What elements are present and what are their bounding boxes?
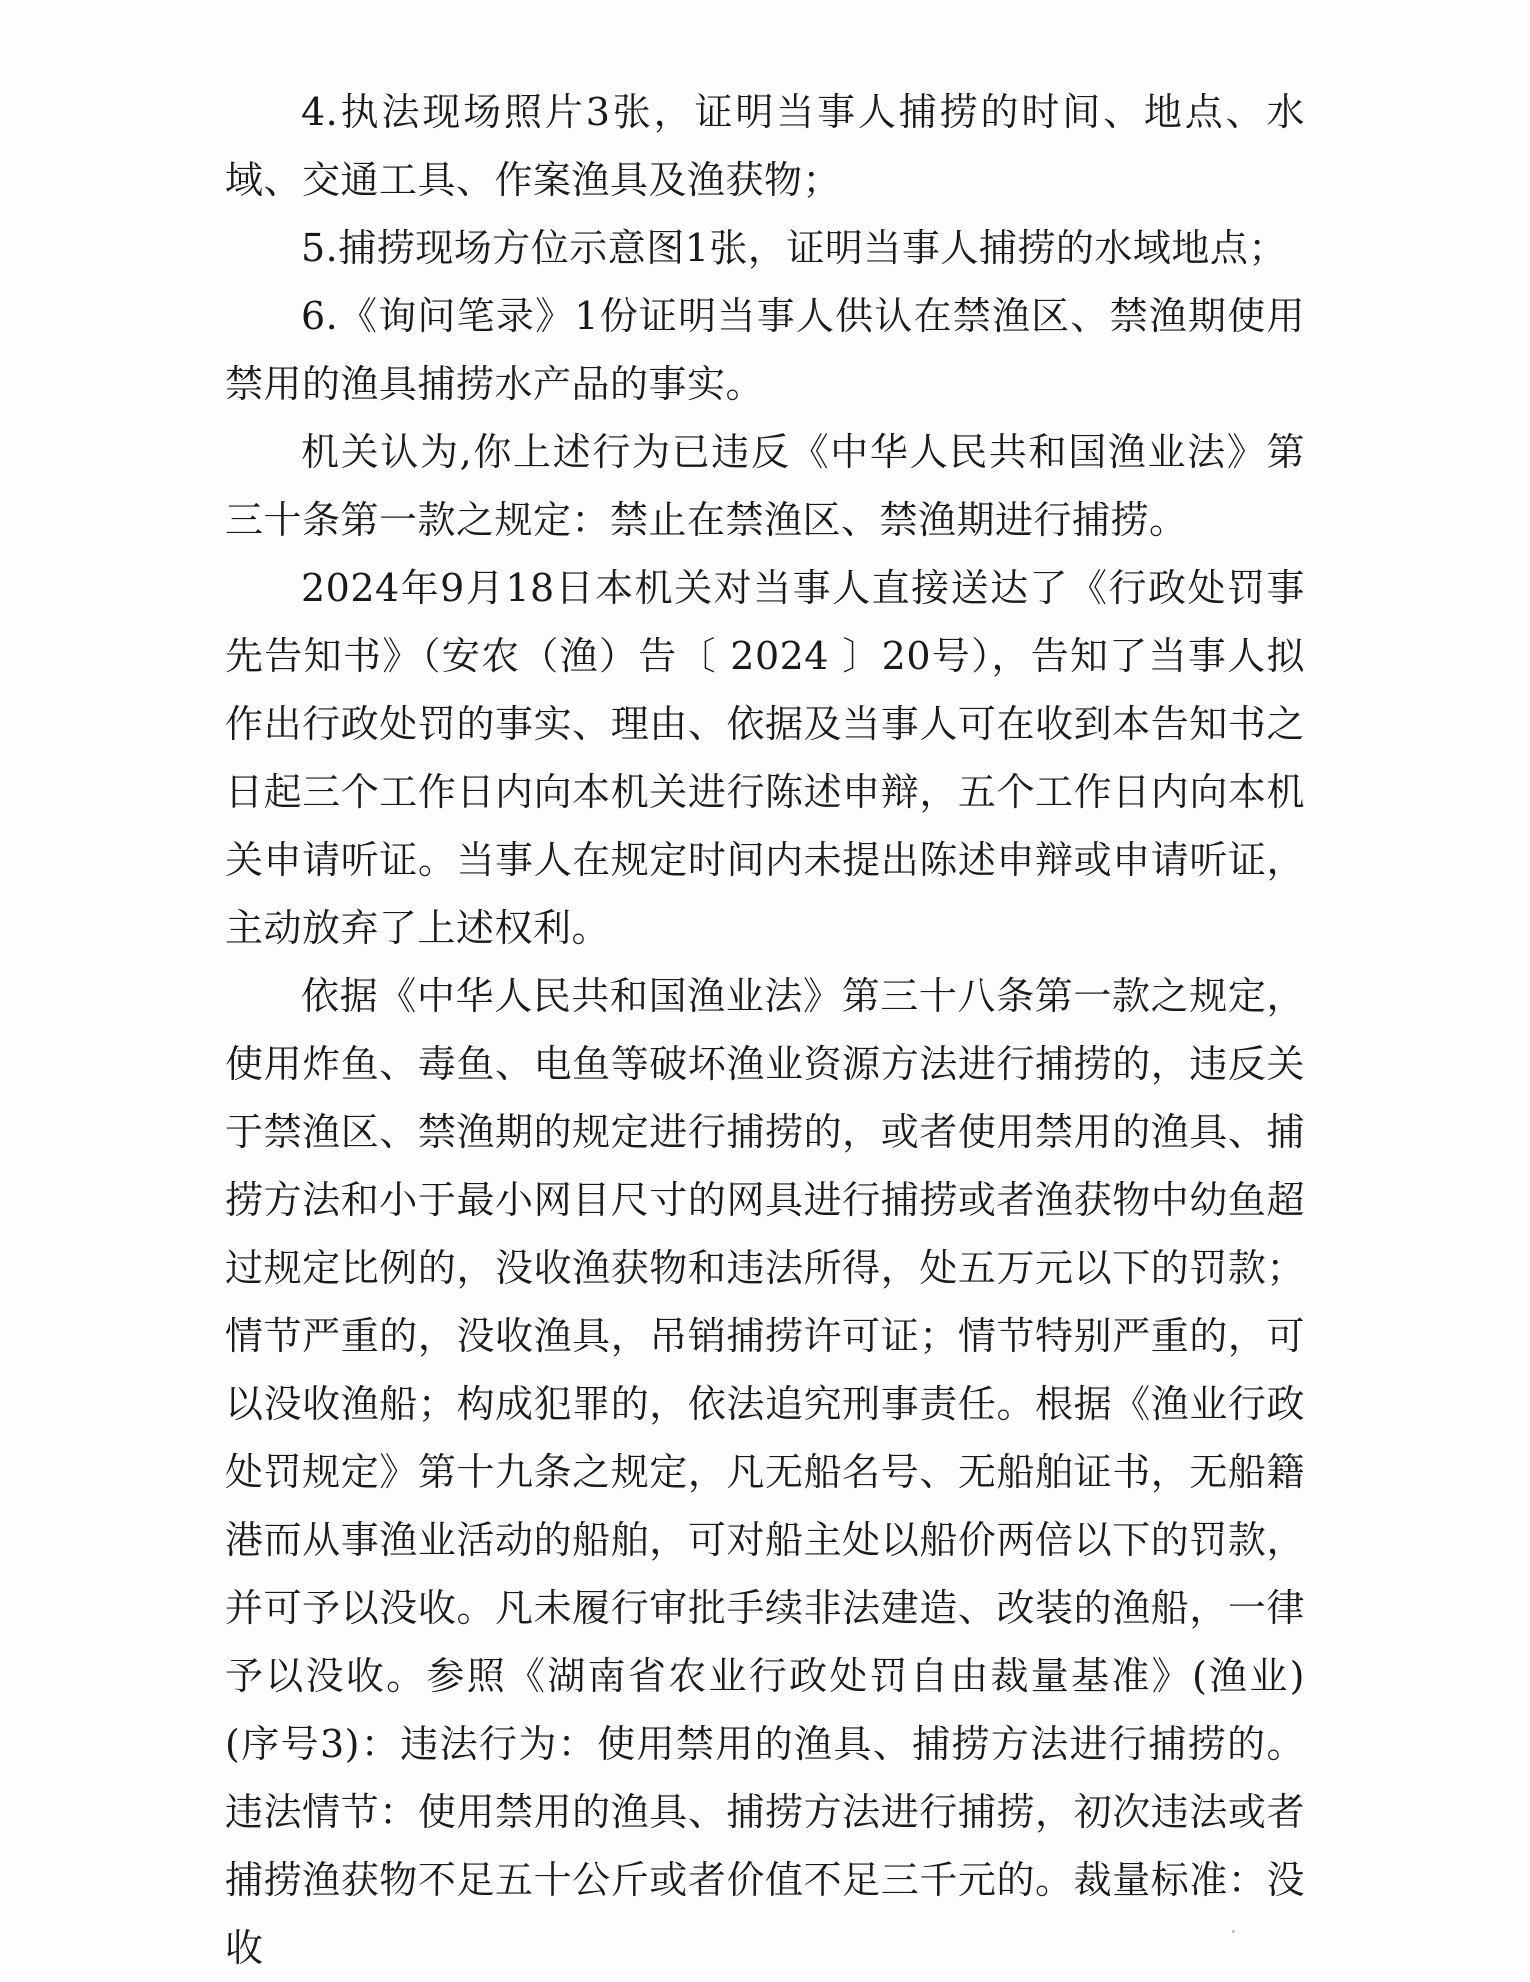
paragraph-evidence-5: 5.捕捞现场方位示意图1张，证明当事人捕捞的水域地点； <box>301 226 1287 270</box>
paragraph-evidence-4: 4.执法现场照片3张，证明当事人捕捞的时间、地点、水域、交通工具、作案渔具及渔获物； <box>225 90 1305 202</box>
paragraph-evidence-6: 6.《询问笔录》1份证明当事人供认在禁渔区、禁渔期使用禁用的渔具捕捞水产品的事实。 <box>225 294 1305 406</box>
scan-speck <box>1232 1930 1235 1933</box>
document-body <box>225 78 1305 1982</box>
paragraph-notice-delivery: 2024年9月18日本机关对当事人直接送达了《行政处罚事先告知书》（安农（渔）告〔 2024 〕20号），告知了当事人拟作出行政处罚的事实、理由、依据及当事人可在收到本告知书之日起三个工作日内向本机关进行陈述申辩，五个工作日内向本机关申请听证。当事人在规定时间内未提出陈述申辩或申请听证，主动放弃了上述权利。 <box>225 566 1305 950</box>
paragraph-violation-finding: 机关认为,你上述行为已违反《中华人民共和国渔业法》第三十条第一款之规定：禁止在禁渔区、禁渔期进行捕捞。 <box>225 430 1305 542</box>
paragraph-legal-basis: 依据《中华人民共和国渔业法》第三十八条第一款之规定，使用炸鱼、毒鱼、电鱼等破坏渔业资源方法进行捕捞的，违反关于禁渔区、禁渔期的规定进行捕捞的，或者使用禁用的渔具、捕捞方法和小于最小网目尺寸的网具进行捕捞或者渔获物中幼鱼超过规定比例的，没收渔获物和违法所得，处五万元以下的罚款；情节严重的，没收渔具，吊销捕捞许可证；情节特别严重的，可以没收渔船；构成犯罪的，依法追究刑事责任。根据《渔业行政处罚规定》第十九条之规定，凡无船名号、无船舶证书，无船籍港而从事渔业活动的船舶，可对船主处以船价两倍以下的罚款，并可予以没收。凡未履行审批手续非法建造、改装的渔船，一律予以没收。参照《湖南省农业行政处罚自由裁量基准》(渔业)(序号3)：违法行为：使用禁用的渔具、捕捞方法进行捕捞的。违法情节：使用禁用的渔具、捕捞方法进行捕捞，初次违法或者捕捞渔获物不足五十公斤或者价值不足三千元的。裁量标准：没收 <box>225 974 1305 1970</box>
